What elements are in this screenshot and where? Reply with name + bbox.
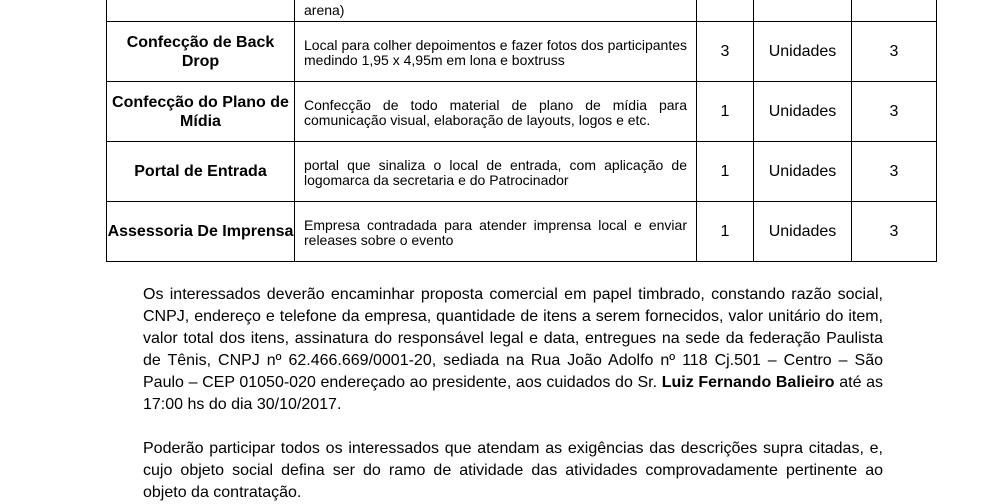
- item-description-cell: [295, 22, 697, 82]
- item-quantity-cell: 3: [697, 22, 754, 82]
- paragraph-text: Os interessados deverão encaminhar proposta comercial em papel timbrado, constando razão social, CNPJ, endereço e telefone da empresa, quantidade de itens a serem fornecidos, valor unitário do item, valor total dos itens, assinatura do responsável legal e data, entregues na sede da federação Paulista de Tênis, CNPJ nº 62.466.669/0001-20, sediada na Rua João Adolfo nº 118 Cj.501 – Centro – São Paulo – CEP 01050-020 endereçado ao presidente, aos cuidados do Sr.: [143, 286, 883, 391]
- table-row: [107, 82, 937, 142]
- item-description: portal que sinaliza o local de entrada, com aplicação de logomarca da secretaria e do Patrocinador: [304, 156, 687, 188]
- item-name-cell: Assessoria De Imprensa: [107, 202, 295, 262]
- item-quantity-cell: 1: [697, 202, 754, 262]
- item-unit-cell: [754, 0, 852, 22]
- item-description: Empresa contradada para atender imprensa local e enviar releases sobre o evento: [304, 216, 687, 248]
- item-description-cell: [295, 142, 697, 202]
- item-value-cell: 3: [852, 142, 937, 202]
- items-table: [106, 0, 937, 262]
- item-description: Local para colher depoimentos e fazer fotos dos participantes medindo 1,95 x 4,95m em lona e boxtruss: [304, 36, 687, 68]
- item-unit-cell: Unidades: [754, 142, 852, 202]
- item-description-cell: [295, 82, 697, 142]
- item-name-cell: Portal de Entrada: [107, 142, 295, 202]
- table-row: [107, 22, 937, 82]
- table-row: [107, 142, 937, 202]
- deadline-text: até as 17:00 hs do dia 30/10/2017.: [143, 374, 884, 413]
- contact-person-name: Luiz Fernando Balieiro: [661, 374, 835, 391]
- item-quantity-cell: 1: [697, 142, 754, 202]
- item-value-cell: 3: [852, 22, 937, 82]
- item-description: Confecção de todo material de plano de mídia para comunicação visual, elaboração de layouts, logos e etc.: [304, 96, 687, 128]
- proposal-instructions-paragraph: [143, 284, 883, 416]
- item-description-cell: [295, 202, 697, 262]
- table-row: [107, 0, 937, 22]
- item-value-cell: [852, 0, 937, 22]
- item-value-cell: 3: [852, 202, 937, 262]
- table-row: [107, 202, 937, 262]
- item-description-cell: [295, 0, 697, 22]
- item-quantity-cell: [697, 0, 754, 22]
- item-quantity-cell: 1: [697, 82, 754, 142]
- item-value-cell: 3: [852, 82, 937, 142]
- item-description: arena): [304, 1, 345, 18]
- item-unit-cell: Unidades: [754, 202, 852, 262]
- item-name-cell: Confecção de Back Drop: [107, 22, 295, 82]
- item-unit-cell: Unidades: [754, 82, 852, 142]
- item-name-cell: [107, 0, 295, 22]
- item-name-cell: Confecção do Plano de Mídia: [107, 82, 295, 142]
- eligibility-paragraph: Poderão participar todos os interessados que atendam as exigências das descrições supra citadas, e, cujo objeto social defina ser do ramo de atividade das atividades comprovadamente pertinente ao objeto da contratação.: [143, 440, 883, 501]
- item-unit-cell: Unidades: [754, 22, 852, 82]
